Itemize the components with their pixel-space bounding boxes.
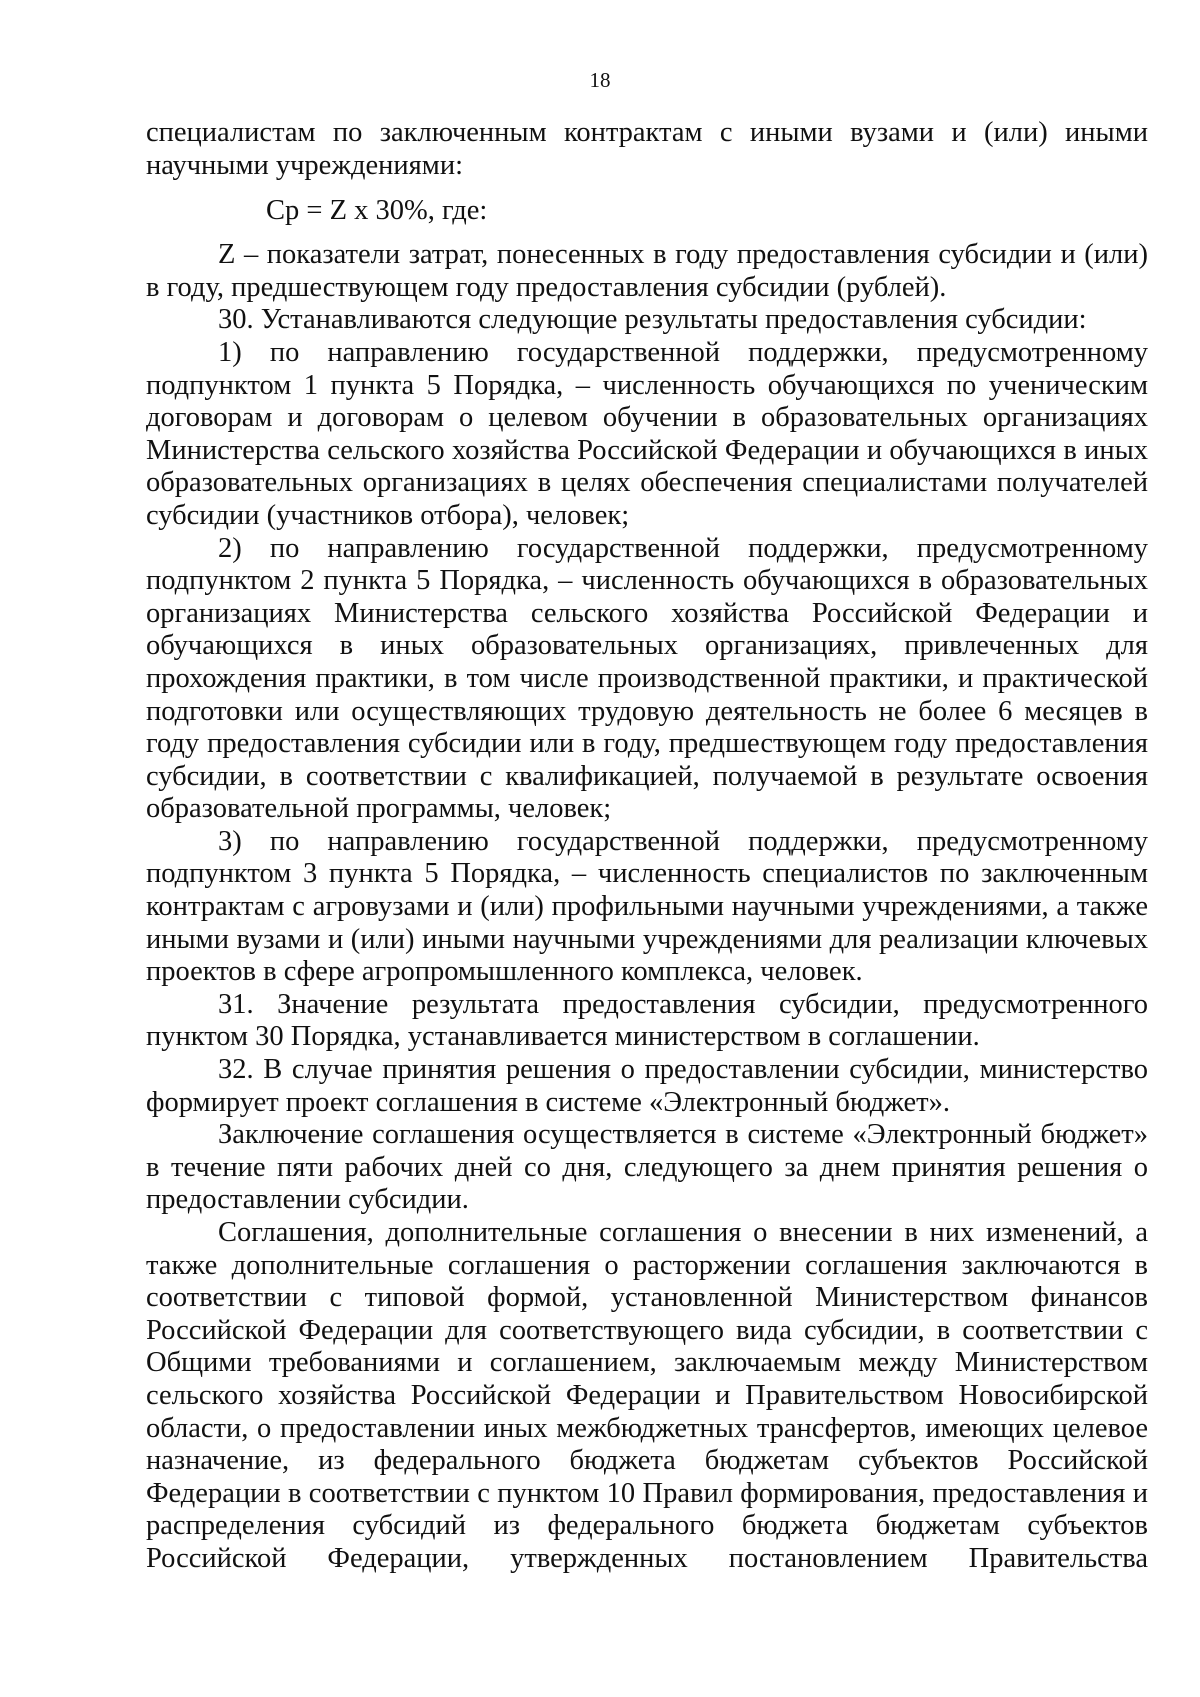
paragraph-agreement-conclusion: Заключение соглашения осуществляется в системе «Электронный бюджет» в течение пяти рабочих дней со дня, следующего за днем принятия решения о предоставлении субсидии. [146, 1119, 1148, 1216]
paragraph-agreements-form: Соглашения, дополнительные соглашения о внесении в них изменений, а также дополнительные соглашения о расторжении соглашения заключаются в соответствии с типовой формой, установленной Министерством финансов Российской Федерации для соответствующего вида субсидии, в соответствии с Общими требованиями и соглашением, заключаемым между Министерством сельского хозяйства Российской Федерации и Правительством Новосибирской области, о предоставлении иных межбюджетных трансфертов, имеющих целевое назначение, из федерального бюджета бюджетам субъектов Российской Федерации в соответствии с пунктом 10 Правил формирования, предоставления и распределения субсидий из федерального бюджета бюджетам субъектов Российской Федерации, утвержденных постановлением Правительства [146, 1217, 1148, 1574]
paragraph-item-32: 32. В случае принятия решения о предоставлении субсидии, министерство формирует проект соглашения в системе «Электронный бюджет». [146, 1054, 1148, 1118]
paragraph-item-31: 31. Значение результата предоставления субсидии, предусмотренного пунктом 30 Порядка, устанавливается министерством в соглашении. [146, 988, 1148, 1053]
paragraph-result-1: 1) по направлению государственной поддержки, предусмотренному подпунктом 1 пункта 5 Порядка, – численность обучающихся по ученическим договорам и договорам о целевом обучении в образовательных организациях Министерства сельского хозяйства Российской Федерации и обучающихся в иных образовательных организациях в целях обеспечения специалистами получателей субсидии (участников отбора), человек; [146, 336, 1148, 531]
paragraph-result-3: 3) по направлению государственной поддержки, предусмотренному подпунктом 3 пункта 5 Порядка, – численность специалистов по заключенным контрактам с агровузами и (или) профильными научными учреждениями, а также иными вузами и (или) иными научными учреждениями для реализации ключевых проектов в сфере агропромышленного комплекса, человек. [146, 825, 1148, 988]
page-number: 18 [589, 68, 611, 92]
document-body [146, 117, 1148, 1576]
formula: Ср = Z x 30%, где: [266, 195, 488, 227]
paragraph-result-2: 2) по направлению государственной поддержки, предусмотренному подпунктом 2 пункта 5 Порядка, – численность обучающихся в образовательных организациях Министерства сельского хозяйства Российской Федерации и обучающихся в иных образовательных организациях, привлеченных для прохождения практики, в том числе производственной практики, и практической подготовки или осуществляющих трудовую деятельность не более 6 месяцев в году предоставления субсидии или в году, предшествующем году предоставления субсидии, в соответствии с квалификацией, получаемой в результате освоения образовательной программы, человек; [146, 532, 1148, 825]
paragraph-continuation: специалистам по заключенным контрактам с иными вузами и (или) иными научными учреждениями: [146, 117, 1148, 181]
paragraph-formula-legend: Z – показатели затрат, понесенных в году предоставления субсидии и (или) в году, предшествующем году предоставления субсидии (рублей). [146, 239, 1148, 303]
paragraph-item-30: 30. Устанавливаются следующие результаты предоставления субсидии: [218, 304, 1087, 336]
